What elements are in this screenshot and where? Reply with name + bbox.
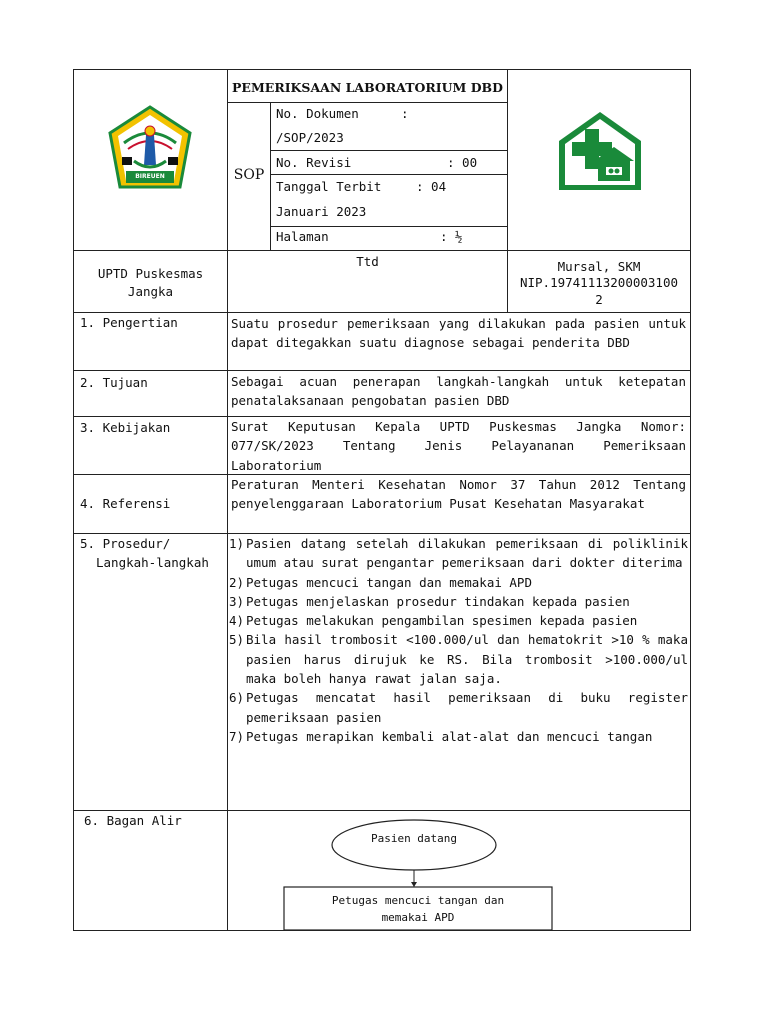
list-item: [229, 611, 688, 630]
step-text: Pasien datang setelah dilakukan pemeriksaan di poliklinik umum atau surat pengantar pemeriksaan dari dokter diterima: [246, 536, 688, 571]
kebijakan-text: Surat Keputusan Kepala UPTD Puskesmas Jangka Nomor: 077/SK/2023 Tentang Jenis Pelayananan Pemeriksaan Laboratorium: [231, 419, 686, 473]
step-number: 5): [229, 632, 245, 648]
no-dokumen-colon: :: [401, 106, 409, 121]
tanggal-terbit-label: Tanggal Terbit: [276, 179, 382, 194]
no-dokumen-value: /SOP/2023: [276, 130, 344, 145]
bireuen-logo: [104, 103, 196, 195]
step-number: 4): [229, 613, 245, 629]
step-text: Petugas merapikan kembali alat-alat dan mencuci tangan: [246, 728, 653, 744]
tanggal-terbit-cont: Januari 2023: [276, 204, 367, 219]
signatory-name: Mursal, SKM: [557, 259, 641, 274]
org-name-line2: Jangka: [127, 284, 174, 299]
no-revisi-label: No. Revisi: [276, 155, 352, 170]
tujuan-label: 2. Tujuan: [80, 375, 148, 390]
flow-box-1-line1: Petugas mencuci tangan dan: [331, 894, 505, 907]
tujuan-text: Sebagai acuan penerapan langkah-langkah untuk ketepatan penatalaksanaan pengobatan pasien DBD: [231, 374, 686, 409]
prosedur-label-cont: Langkah-langkah: [96, 555, 209, 570]
list-item: [229, 727, 688, 746]
halaman-value: : ½: [440, 229, 463, 244]
prosedur-label: 5. Prosedur/: [80, 536, 171, 551]
flowchart: [228, 811, 690, 930]
pengertian-label: 1. Pengertian: [80, 315, 178, 330]
list-item: [229, 592, 688, 611]
logo-caption: BIREUEN: [135, 173, 165, 180]
tanggal-terbit-value: : 04: [416, 179, 447, 194]
flow-start-node: Pasien datang: [370, 832, 458, 845]
signatory-nip-cont: 2: [595, 292, 603, 307]
step-number: 1): [229, 536, 245, 551]
signature-ttd: Ttd: [356, 254, 379, 269]
list-item: [229, 688, 688, 727]
document-title: PEMERIKSAAN LABORATORIUM DBD: [232, 80, 503, 95]
sop-label: SOP: [233, 167, 265, 183]
step-number: 3): [229, 593, 245, 609]
step-text: Petugas melakukan pengambilan spesimen kepada pasien: [246, 613, 638, 629]
list-item: [229, 534, 688, 573]
step-number: 6): [229, 690, 245, 706]
no-dokumen-label: No. Dokumen: [276, 106, 359, 121]
org-name-line1: UPTD Puskesmas: [97, 266, 204, 281]
flow-box-1-line2: memakai APD: [381, 911, 455, 924]
list-item: [229, 630, 688, 688]
halaman-label: Halaman: [276, 229, 329, 244]
pengertian-text: Suatu prosedur pemeriksaan yang dilakukan pada pasien untuk dapat ditegakkan suatu diagnose sebagai penderita DBD: [231, 316, 686, 351]
referensi-label: 4. Referensi: [80, 496, 171, 511]
puskesmas-emblem-icon: [556, 109, 644, 193]
signatory-nip: NIP.19741113200003100: [519, 275, 679, 290]
step-text: Petugas menjelaskan prosedur tindakan kepada pasien: [246, 593, 630, 609]
bagan-alir-label: 6. Bagan Alir: [84, 813, 182, 828]
prosedur-steps: [229, 534, 688, 746]
puskesmas-logo: [556, 109, 644, 193]
kebijakan-label: 3. Kebijakan: [80, 420, 171, 435]
step-text: Petugas mencuci tangan dan memakai APD: [246, 574, 532, 590]
list-item: [229, 573, 688, 592]
referensi-text: Peraturan Menteri Kesehatan Nomor 37 Tahun 2012 Tentang penyelenggaraan Laboratorium Pusat Kesehatan Masyarakat: [231, 477, 686, 512]
step-text: Petugas mencatat hasil pemeriksaan di buku register pemeriksaan pasien: [246, 690, 688, 725]
step-number: 7): [229, 728, 245, 744]
step-text: Bila hasil trombosit <100.000/ul dan hematokrit >10 % maka pasien harus dirujuk ke RS. Bila trombosit >100.000/ul maka boleh hanya rawat jalan saja.: [246, 632, 688, 687]
step-number: 2): [229, 574, 245, 590]
no-revisi-value: : 00: [447, 155, 478, 170]
